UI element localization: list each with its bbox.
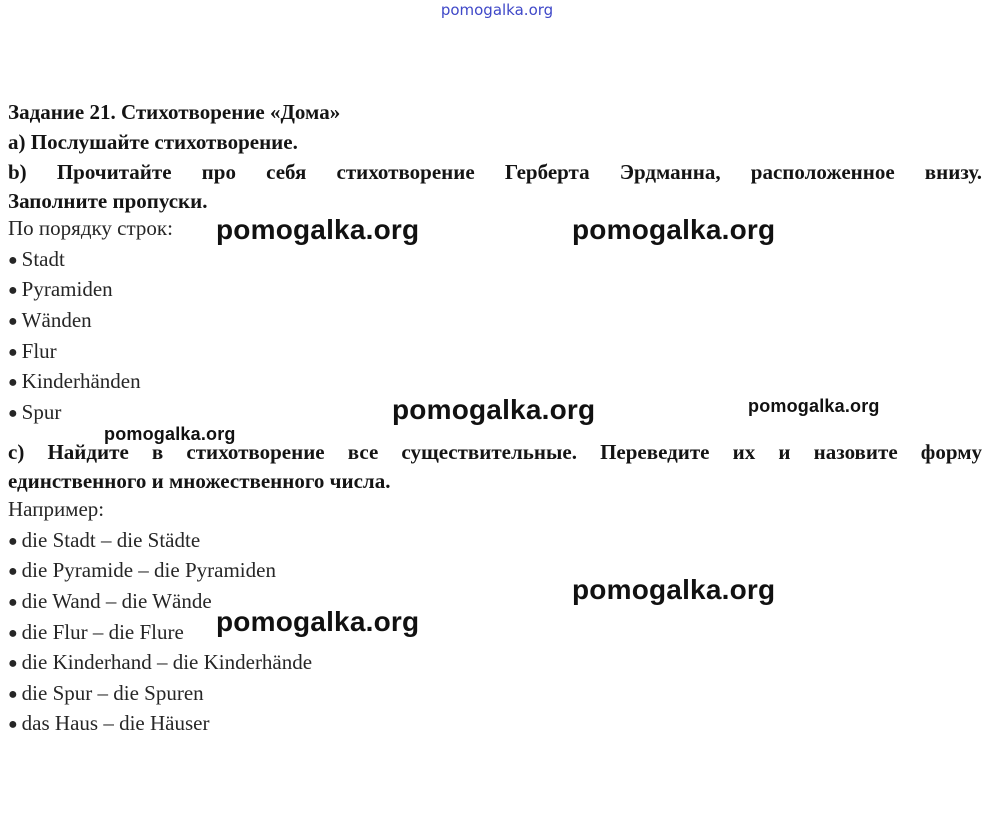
noun-pair: die Pyramide – die Pyramiden <box>21 558 276 582</box>
bullet-icon: ● <box>8 282 18 299</box>
part-b-text-line2: Заполните пропуски. <box>8 189 208 213</box>
bullet-icon: ● <box>8 655 18 672</box>
bullet-icon: ● <box>8 374 18 391</box>
part-a-text: a) Послушайте стихотворение. <box>8 130 298 154</box>
example-label: Например: <box>8 497 105 521</box>
watermark: pomogalka.org <box>104 424 236 444</box>
answer-word: Kinderhänden <box>21 369 141 393</box>
answer-list-item <box>8 339 57 364</box>
bullet-icon: ● <box>8 625 18 642</box>
noun-pair: die Spur – die Spuren <box>21 681 204 705</box>
task-title: Задание 21. Стихотворение «Дома» <box>8 100 341 124</box>
answer-word: Stadt <box>21 247 65 271</box>
watermark: pomogalka.org <box>572 574 776 605</box>
bullet-icon: ● <box>8 252 18 269</box>
bullet-icon: ● <box>8 313 18 330</box>
bullet-icon: ● <box>8 716 18 733</box>
bullet-icon: ● <box>8 344 18 361</box>
answer-list-item <box>8 369 141 394</box>
noun-list-item <box>8 681 204 706</box>
watermark: pomogalka.org <box>216 214 420 245</box>
answer-list-item <box>8 277 113 302</box>
part-c-text-line1: c) Найдите в стихотворение все существительные. Переведите их и назовите форму <box>8 440 982 464</box>
bullet-icon: ● <box>8 686 18 703</box>
part-b-text-line1: b) Прочитайте про себя стихотворение Герберта Эрдманна, расположенное внизу. <box>8 160 982 184</box>
noun-list-item <box>8 650 312 675</box>
watermark: pomogalka.org <box>748 396 880 416</box>
answer-word: Flur <box>21 339 57 363</box>
bullet-icon: ● <box>8 563 18 580</box>
site-header[interactable]: pomogalka.org <box>440 1 554 19</box>
noun-pair: die Wand – die Wände <box>21 589 212 613</box>
part-c-text-line2: единственного и множественного числа. <box>8 469 391 493</box>
bullet-icon: ● <box>8 594 18 611</box>
noun-pair: das Haus – die Häuser <box>21 711 210 735</box>
answer-word: Pyramiden <box>21 277 113 301</box>
noun-list-item <box>8 558 276 583</box>
answer-word: Wänden <box>21 308 92 332</box>
order-label: По порядку строк: <box>8 216 173 240</box>
noun-list-item <box>8 620 184 645</box>
answer-list-item <box>8 308 92 333</box>
bullet-icon: ● <box>8 405 18 422</box>
noun-list-item <box>8 528 200 553</box>
watermark: pomogalka.org <box>572 214 776 245</box>
answer-word: Spur <box>21 400 62 424</box>
answer-list-item <box>8 400 61 425</box>
noun-pair: die Kinderhand – die Kinderhände <box>21 650 313 674</box>
noun-list-item <box>8 589 212 614</box>
bullet-icon: ● <box>8 533 18 550</box>
noun-list-item <box>8 711 209 736</box>
noun-pair: die Flur – die Flure <box>21 620 184 644</box>
answer-list-item <box>8 247 65 272</box>
watermark: pomogalka.org <box>392 394 596 425</box>
watermark: pomogalka.org <box>216 606 420 637</box>
noun-pair: die Stadt – die Städte <box>21 528 201 552</box>
